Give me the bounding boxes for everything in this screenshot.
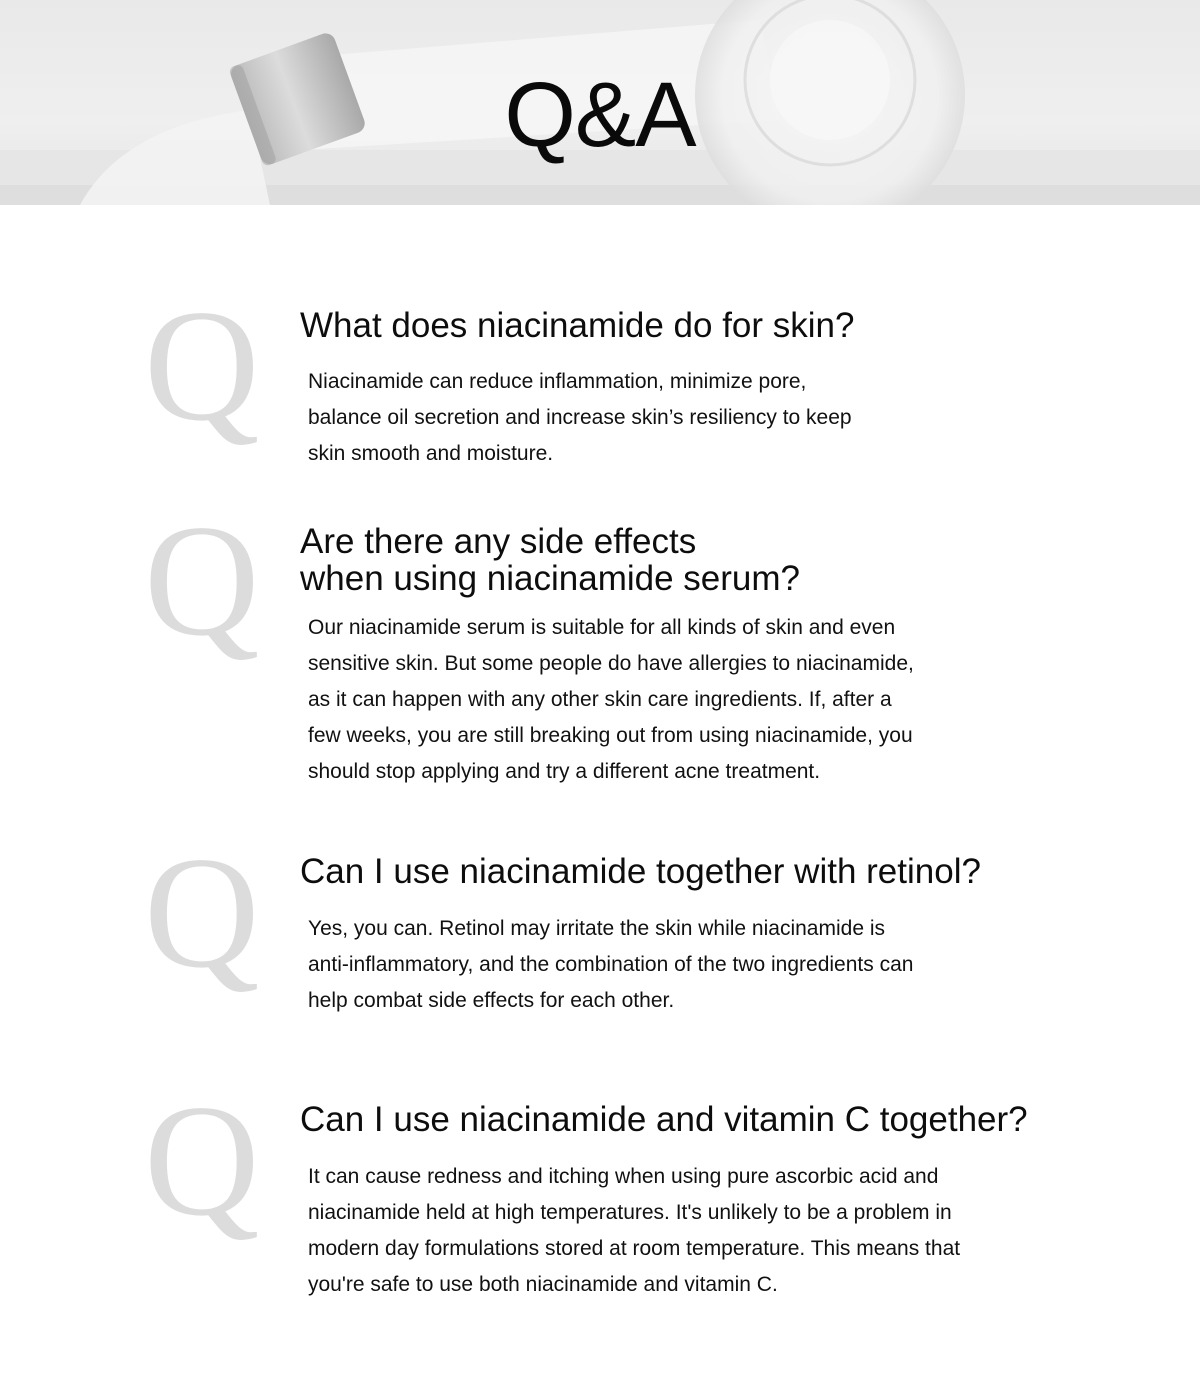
- question-title: [300, 523, 800, 597]
- answer-text: [308, 364, 1088, 472]
- hero-banner: [0, 0, 1200, 205]
- page-title: Q&A: [504, 64, 696, 166]
- answer-line: modern day formulations stored at room temperature. This means that: [308, 1237, 961, 1260]
- answer-text: [308, 610, 1088, 790]
- answer-line: as it can happen with any other skin care ingredients. If, after a: [308, 688, 892, 711]
- answer-line: Yes, you can. Retinol may irritate the skin while niacinamide is: [308, 917, 885, 940]
- q-marker: Q: [144, 491, 260, 669]
- question-title: [300, 853, 981, 890]
- q-marker: Q: [144, 823, 260, 1001]
- answer-text: [308, 1159, 1088, 1303]
- question-line: Can I use niacinamide and vitamin C together?: [300, 1100, 1028, 1139]
- answer-line: you're safe to use both niacinamide and vitamin C.: [308, 1273, 778, 1296]
- question-line: Can I use niacinamide together with retinol?: [300, 852, 981, 891]
- answer-line: few weeks, you are still breaking out from using niacinamide, you: [308, 724, 913, 747]
- question-line: when using niacinamide serum?: [300, 559, 800, 598]
- answer-line: It can cause redness and itching when using pure ascorbic acid and: [308, 1165, 939, 1188]
- answer-line: niacinamide held at high temperatures. It's unlikely to be a problem in: [308, 1201, 952, 1224]
- question-line: Are there any side effects: [300, 522, 697, 561]
- answer-line: skin smooth and moisture.: [308, 442, 554, 465]
- q-marker: Q: [144, 276, 260, 454]
- answer-line: Niacinamide can reduce inflammation, minimize pore,: [308, 370, 807, 393]
- answer-line: should stop applying and try a different acne treatment.: [308, 760, 821, 783]
- answer-line: anti-inflammatory, and the combination of the two ingredients can: [308, 953, 914, 976]
- question-line: What does niacinamide do for skin?: [300, 306, 855, 345]
- answer-line: Our niacinamide serum is suitable for all kinds of skin and even: [308, 616, 896, 639]
- answer-line: balance oil secretion and increase skin’s resiliency to keep: [308, 406, 852, 429]
- answer-line: sensitive skin. But some people do have allergies to niacinamide,: [308, 652, 914, 675]
- answer-text: [308, 911, 1088, 1019]
- q-marker: Q: [144, 1071, 260, 1249]
- question-title: [300, 307, 854, 344]
- question-title: [300, 1101, 1028, 1138]
- answer-line: help combat side effects for each other.: [308, 989, 675, 1012]
